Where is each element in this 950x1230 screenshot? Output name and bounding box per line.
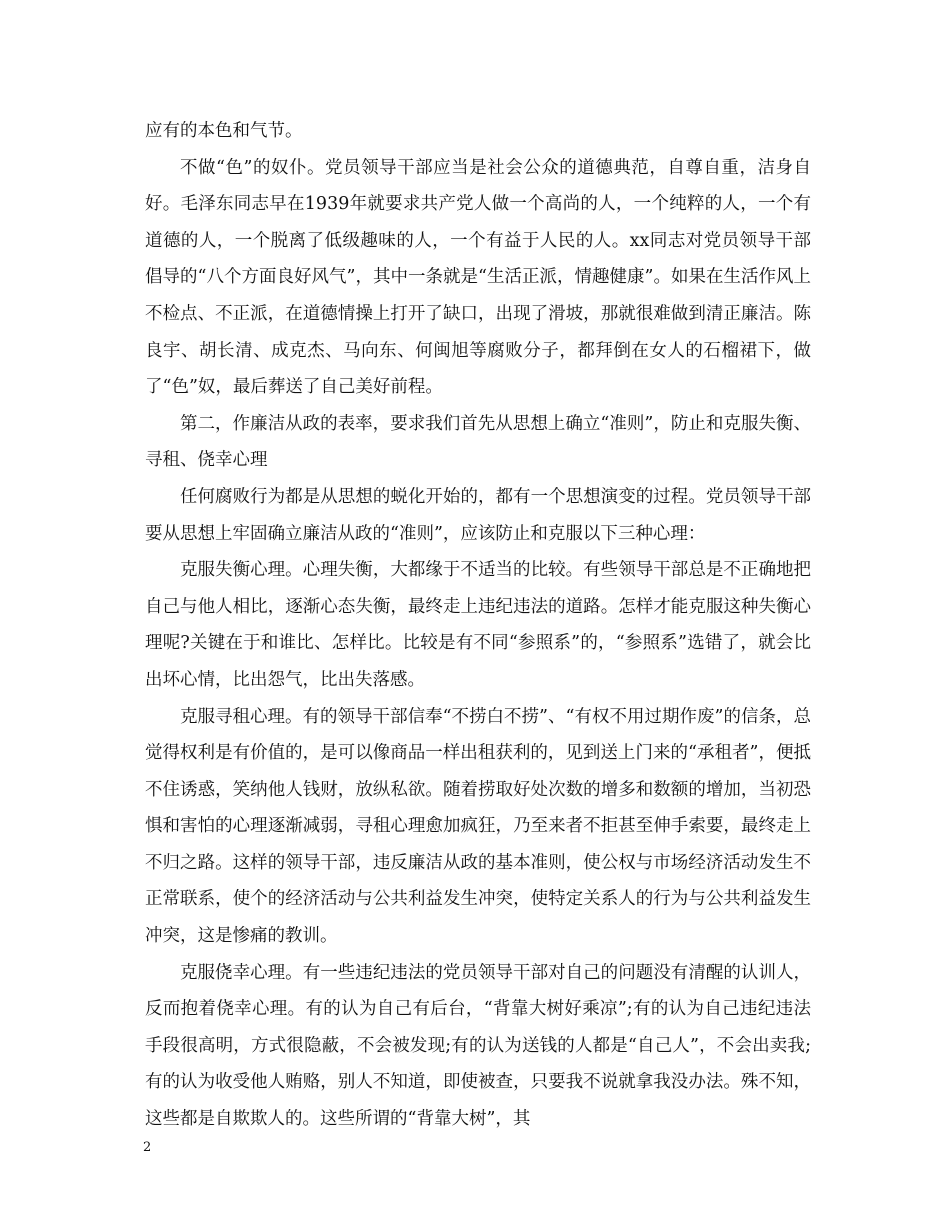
body-text <box>145 113 811 1138</box>
paragraph-5: 克服失衡心理。心理失衡，大都缘于不适当的比较。有些领导干部总是不正确地把自己与他人相比，逐渐心态失衡，最终走上违纪违法的道路。怎样才能克服这种失衡心理呢?关键在于和谁比、怎样比。比较是有不同“参照系”的，“参照系”选错了，就会比出坏心情，比出怨气，比出失落感。 <box>145 560 811 690</box>
paragraph-2: 不做“色”的奴仆。党员领导干部应当是社会公众的道德典范，自尊自重，洁身自好。毛泽东同志早在1939年就要求共产党人做一个高尚的人，一个纯粹的人，一个有道德的人，一个脱离了低级趣味的人，一个有益于人民的人。xx同志对党员领导干部倡导的“八个方面良好风气”，其中一条就是“生活正派，情趣健康”。如果在生活作风上不检点、不正派，在道德情操上打开了缺口，出现了滑坡，那就很难做到清正廉洁。陈良宇、胡长清、成克杰、马向东、何闽旭等腐败分子，都拜倒在女人的石榴裙下，做了“色”奴，最后葬送了自己美好前程。 <box>145 157 811 398</box>
paragraph-6: 克服寻租心理。有的领导干部信奉“不捞白不捞”、“有权不用过期作废”的信条，总觉得权利是有价值的，是可以像商品一样出租获利的，见到送上门来的“承租者”，便抵不住诱惑，笑纳他人钱财，放纵私欲。随着捞取好处次数的增多和数额的增加，当初恐惧和害怕的心理逐渐减弱，寻租心理愈加疯狂，乃至来者不拒甚至伸手索要，最终走上不归之路。这样的领导干部，违反廉洁从政的基本准则，使公权与市场经济活动发生不正常联系，使个的经济活动与公共利益发生冲突，使特定关系人的行为与公共利益发生冲突，这是惨痛的教训。 <box>145 706 811 947</box>
paragraph-7: 克服侥幸心理。有一些违纪违法的党员领导干部对自己的问题没有清醒的认训人，反而抱着侥幸心理。有的认为自己有后台，“背靠大树好乘凉”;有的认为自己违纪违法手段很高明，方式很隐蔽，不会被发现;有的认为送钱的人都是“自己人”，不会出卖我;有的认为收受他人贿赂，别人不知道，即使被查，只要我不说就拿我没办法。殊不知，这些都是自欺欺人的。这些所谓的“背靠大树”，其 <box>145 962 811 1130</box>
page-number: 2 <box>143 1140 152 1155</box>
paragraph-4: 任何腐败行为都是从思想的蜕化开始的，都有一个思想演变的过程。党员领导干部要从思想上牢固确立廉洁从政的“准则”，应该防止和克服以下三种心理： <box>145 486 811 544</box>
paragraph-3: 第二，作廉洁从政的表率，要求我们首先从思想上确立“准则”，防止和克服失衡、寻租、侥幸心理 <box>145 413 811 471</box>
paragraph-1: 应有的本色和气节。 <box>145 121 303 141</box>
